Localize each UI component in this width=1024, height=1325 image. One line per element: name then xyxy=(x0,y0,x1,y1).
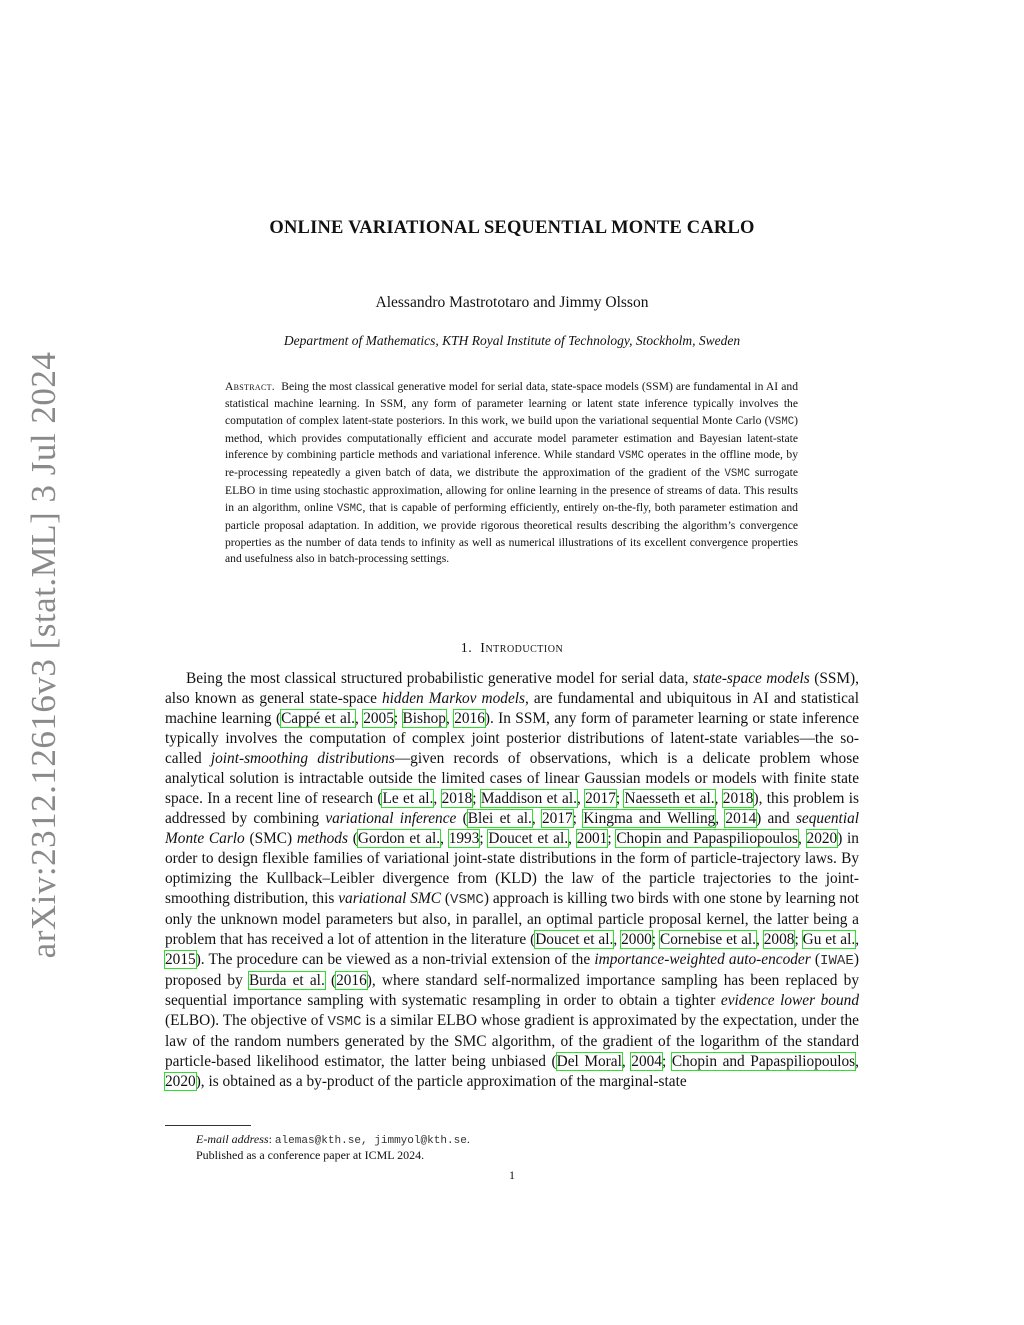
text: , xyxy=(445,710,455,727)
vsmc-term: VSMC xyxy=(327,1014,362,1030)
text: , xyxy=(756,931,764,948)
citation-link[interactable]: Cornebise et al. xyxy=(659,931,756,948)
text: , xyxy=(576,790,586,807)
citation-link[interactable]: 2017 xyxy=(541,810,573,827)
citation-link[interactable]: 2014 xyxy=(725,810,757,827)
emphasis: hidden Markov models xyxy=(381,690,526,707)
emphasis: importance-weighted auto-encoder xyxy=(594,951,811,968)
citation-link[interactable]: 2001 xyxy=(576,830,608,847)
text: ), this problem is addressed by combining xyxy=(165,790,860,827)
citation-link[interactable]: 2020 xyxy=(806,830,838,847)
emphasis: variational inference xyxy=(325,810,457,827)
citation-link[interactable]: 2018 xyxy=(722,790,754,807)
emphasis: sequential Monte Carlo xyxy=(165,810,860,847)
vsmc-term: VSMC xyxy=(768,415,795,428)
text: , xyxy=(714,790,723,807)
text: , xyxy=(715,810,726,827)
text: ; xyxy=(661,1053,672,1070)
text: , xyxy=(621,1053,632,1070)
text: ; xyxy=(615,790,625,807)
text: ( xyxy=(441,890,450,907)
text: ). The procedure can be viewed as a non-trivial extension of the xyxy=(195,951,595,968)
section-heading-introduction xyxy=(0,641,1024,657)
citation-link[interactable]: Chopin and Papaspiliopoulos xyxy=(616,830,798,847)
citation-link[interactable]: 2008 xyxy=(763,931,795,948)
emphasis: state-space models xyxy=(692,670,810,687)
citation-link[interactable]: 2020 xyxy=(165,1073,196,1090)
citation-link[interactable]: Le et al. xyxy=(382,790,434,807)
footnote-publication: Published as a conference paper at ICML 2024. xyxy=(196,1148,425,1162)
text: , xyxy=(433,790,442,807)
abstract-label: Abstract. xyxy=(225,380,275,393)
text: ; xyxy=(794,931,803,948)
text: , xyxy=(440,830,449,847)
emphasis: variational SMC xyxy=(338,890,441,907)
citation-link[interactable]: 2017 xyxy=(585,790,616,807)
introduction-paragraph xyxy=(165,669,859,1092)
text: , xyxy=(531,810,542,827)
emphasis: joint-smoothing distributions xyxy=(210,750,395,767)
iwae-term: IWAE xyxy=(820,953,854,969)
citation-link[interactable]: Kingma and Welling xyxy=(583,810,716,827)
text: ) in order to design flexible families of variational joint-state distributions in the form of particle-trajectory laws. By optimizing the Kullback–Leibler divergence from (KLD) the law of the particle trajectories to the joint-smoothing distribution, this xyxy=(165,830,859,907)
text: , xyxy=(568,830,577,847)
citation-link[interactable]: Maddison et al. xyxy=(480,790,577,807)
citation-link[interactable]: Gu et al. xyxy=(802,931,856,948)
citation-link[interactable]: Doucet et al. xyxy=(535,931,614,948)
text: (ELBO). The objective of xyxy=(165,1012,328,1029)
citation-link[interactable]: 1993 xyxy=(448,830,480,847)
citation-link[interactable]: Del Moral xyxy=(556,1053,622,1070)
citation-link[interactable]: 2016 xyxy=(336,972,367,989)
text: , xyxy=(855,931,860,948)
text: , xyxy=(855,1053,859,1070)
section-number: 1. xyxy=(460,641,473,656)
text: ( xyxy=(324,972,337,989)
text: ) and xyxy=(756,810,796,827)
paper-title: ONLINE VARIATIONAL SEQUENTIAL MONTE CARLO xyxy=(269,218,755,238)
text: ) proposed by xyxy=(165,951,859,989)
citation-link[interactable]: 2018 xyxy=(441,790,473,807)
email-separator: : xyxy=(268,1132,275,1146)
text: ( xyxy=(810,951,820,968)
text: ; xyxy=(393,710,403,727)
text: ) approach is killing two birds with one stone by learning not only the unknown model parameters but also, in parallel, an optimal particle proposal kernel, the latter being a problem that has received a lot of attention in the literature ( xyxy=(165,890,860,948)
abstract xyxy=(225,379,798,568)
citation-link[interactable]: Naesseth et al. xyxy=(624,790,715,807)
text: ( xyxy=(347,830,358,847)
text: , xyxy=(797,830,807,847)
text: ), where standard self-normalized importance sampling has been replaced by sequential importance sampling with systematic resampling in order to obtain a tighter xyxy=(165,972,859,1009)
text: (SSM), also known as general state-space xyxy=(165,670,859,707)
citation-link[interactable]: Bishop xyxy=(402,710,446,727)
vsmc-term: VSMC xyxy=(618,450,645,463)
citation-link[interactable]: 2000 xyxy=(621,931,652,948)
abstract-text: surrogate ELBO in time using stochastic approximation, allowing for online learning in the presence of streams of data. This results in an algorithm, online xyxy=(225,466,798,514)
text: ; xyxy=(479,830,489,847)
citation-link[interactable]: Cappé et al. xyxy=(281,710,355,727)
citation-link[interactable]: Burda et al. xyxy=(248,972,325,989)
affiliation: Department of Mathematics, KTH Royal Institute of Technology, Stockholm, Sweden xyxy=(283,333,741,348)
text: ; xyxy=(607,830,617,847)
citation-link[interactable]: 2005 xyxy=(363,710,394,727)
text: , are fundamental and ubiquitous in AI and statistical machine learning ( xyxy=(165,690,859,727)
page-number: 1 xyxy=(509,1168,515,1182)
emphasis: methods xyxy=(296,830,348,847)
citation-link[interactable]: Chopin and Papaspiliopoulos xyxy=(671,1053,856,1070)
abstract-text: , that is capable of performing efficiently, entirely on-the-fly, both parameter estimation and particle proposal adaptation. In addition, we provide rigorous theoretical results describing the algorithm’s convergence properties as the number of data tends to infinity as well as numerical illustrations of its excellent convergence properties and usefulness also in batch-processing settings. xyxy=(225,500,798,566)
text: —given records of observations, which is a delicate problem whose analytical solution is intractable outside the limited cases of linear Gaussian models or models with finite state space. In a recent line of research ( xyxy=(165,750,860,807)
text: ; xyxy=(651,931,660,948)
text: is a similar ELBO whose gradient is approximated by the expectation, under the law of the random numbers generated by the SMC algorithm, of the gradient of the logarithm of the standard particle-based likelihood estimator, the latter being unbiased ( xyxy=(165,1012,859,1070)
citation-link[interactable]: Gordon et al. xyxy=(357,830,441,847)
text: Being the most classical structured probabilistic generative model for serial data, xyxy=(186,670,693,687)
citation-link[interactable]: 2004 xyxy=(631,1053,662,1070)
text: ). In SSM, any form of parameter learning or state inference typically involves the computation of complex joint posterior distributions of latent-state variables—the so-called xyxy=(165,710,860,767)
abstract-text: operates in the offline mode, by re-processing repeatedly a given batch of data, we distribute the approximation of the gradient of the xyxy=(225,448,798,480)
email-label: E-mail address xyxy=(196,1132,269,1146)
section-title: Introduction xyxy=(480,641,564,656)
text: ( xyxy=(456,810,468,827)
arxiv-identifier-stamp: arXiv:2312.12616v3 [stat.ML] 3 Jul 2024 xyxy=(24,351,63,959)
email-end: . xyxy=(466,1132,470,1146)
email-addresses[interactable]: alemas@kth.se, jimmyol@kth.se xyxy=(274,1135,467,1147)
citation-link[interactable]: 2015 xyxy=(165,951,196,968)
text: ), is obtained as a by-product of the particle approximation of the marginal-state xyxy=(195,1073,687,1090)
vsmc-term: VSMC xyxy=(450,892,484,908)
abstract-text: ) method, which provides computationally efficient and accurate model parameter estimation and Bayesian latent-state inference by combining particle methods and variational inference. While standard xyxy=(225,413,798,462)
text: ; xyxy=(472,790,481,807)
citation-link[interactable]: 2016 xyxy=(454,710,485,727)
text: (SMC) xyxy=(244,830,297,847)
emphasis: evidence lower bound xyxy=(720,992,859,1009)
citation-link[interactable]: Doucet et al. xyxy=(488,830,569,847)
footnote-divider xyxy=(165,1125,251,1126)
text: , xyxy=(354,710,364,727)
vsmc-term: VSMC xyxy=(724,468,751,481)
vsmc-term: VSMC xyxy=(336,502,363,515)
text: , xyxy=(613,931,622,948)
text: ; xyxy=(572,810,584,827)
authors: Alessandro Mastrototaro and Jimmy Olsson xyxy=(375,294,649,311)
abstract-text: Being the most classical generative model for serial data, state-space models (SSM) are fundamental in AI and statistical machine learning. In SSM, any form of parameter learning or latent state inference typically involves the computation of complex latent-state posteriors. In this work, we build upon the variational sequential Monte Carlo ( xyxy=(225,380,798,427)
citation-link[interactable]: Blei et al. xyxy=(467,810,532,827)
